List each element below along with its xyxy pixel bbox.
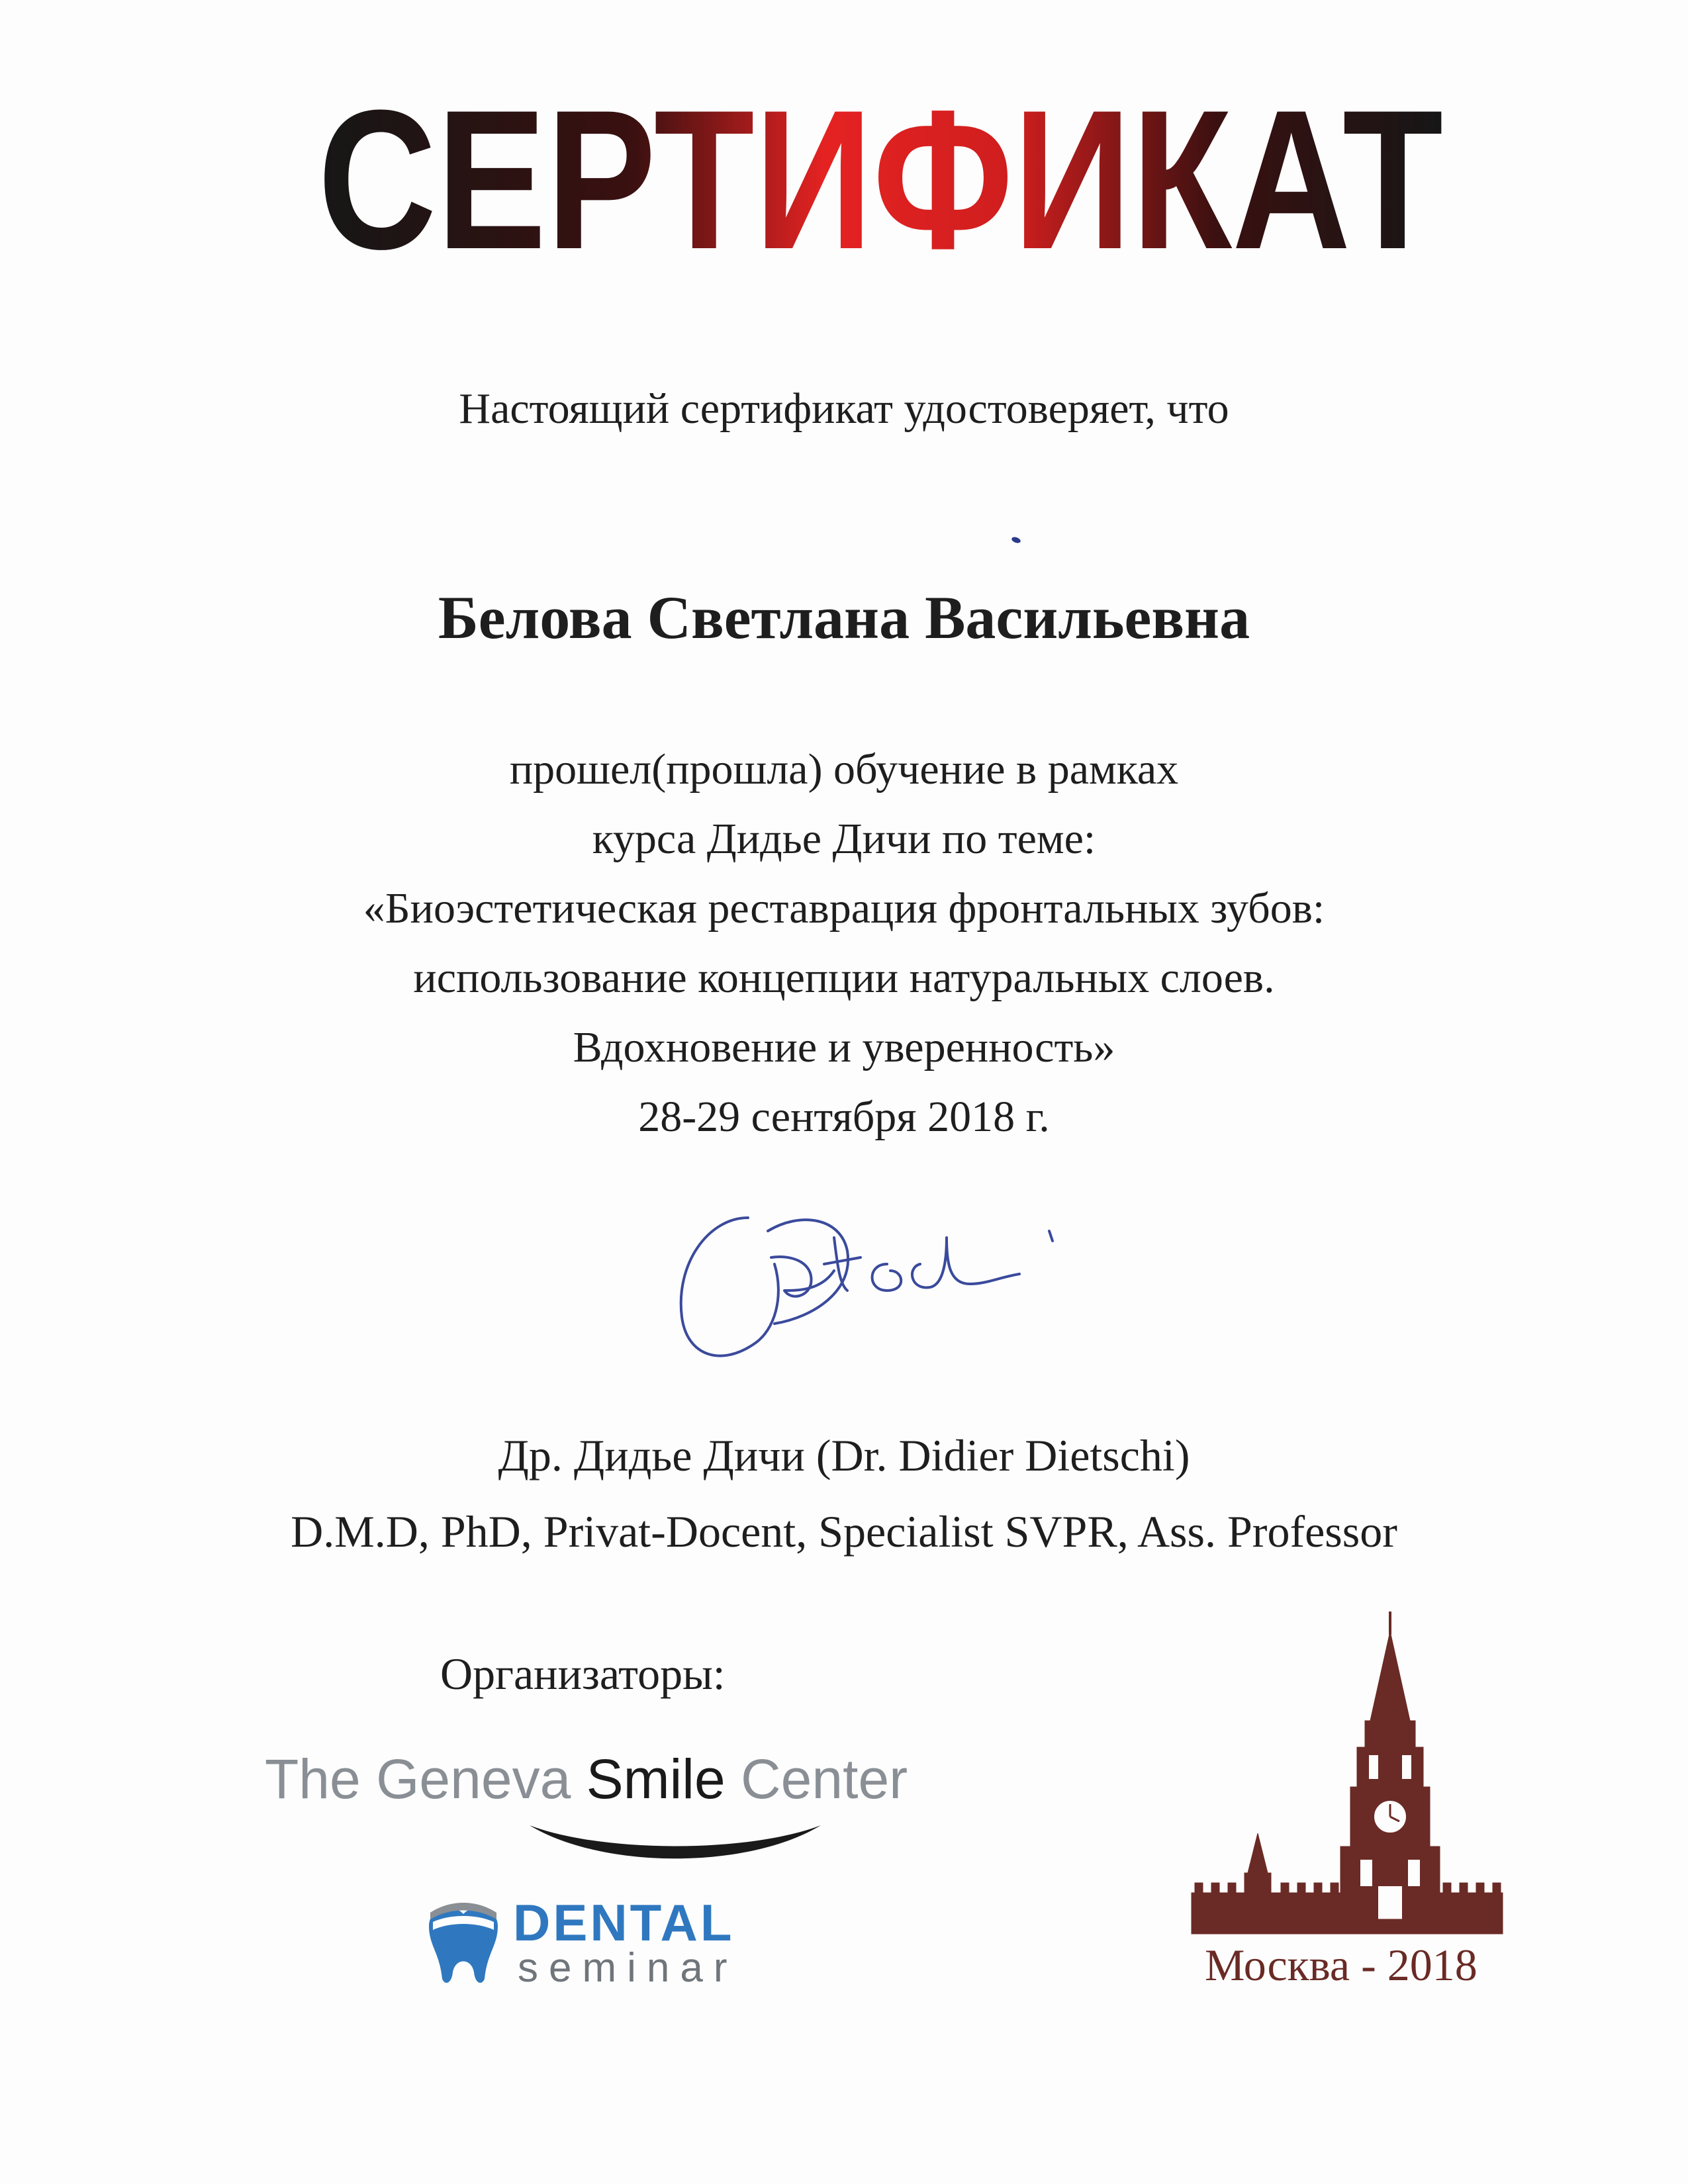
smile-curve-icon (523, 1813, 827, 1866)
seminar-logo-word: seminar (518, 1945, 738, 1991)
course-line: использование концепции натуральных слоев. (413, 954, 1275, 1002)
course-date: 28-29 сентября 2018 г. (638, 1093, 1050, 1141)
tooth-icon (424, 1899, 503, 1985)
course-line: прошел(прошла) обучение в рамках (509, 745, 1179, 794)
signer-name: Др. Дидье Дичи (Dr. Didier Dietschi) (498, 1430, 1190, 1480)
signature (669, 1191, 1092, 1390)
geneva-logo-part: The Geneva (265, 1748, 586, 1810)
kremlin-tower-icon (1192, 1608, 1503, 1946)
course-description (0, 735, 1688, 1152)
dental-logo-word: DENTAL (513, 1893, 735, 1952)
geneva-logo-part: Center (725, 1748, 908, 1810)
geneva-logo-text (265, 1747, 908, 1811)
course-line: курса Дидье Дичи по теме: (592, 815, 1096, 863)
course-line: «Биоэстетическая реставрация фронтальных зубов: (363, 884, 1325, 933)
ink-dot (1011, 536, 1021, 544)
recipient-name: Белова Светлана Васильевна (438, 584, 1250, 651)
organizers-label: Организаторы: (440, 1649, 726, 1699)
certificate-title-text: СЕРТИФИКАТ (318, 68, 1443, 291)
geneva-logo-smile: Smile (586, 1748, 726, 1810)
certificate-title (311, 68, 1450, 291)
geneva-smile-center-logo (265, 1747, 927, 1866)
signer-titles: D.M.D, PhD, Privat-Docent, Specialist SVPR, Ass. Professor (291, 1506, 1397, 1557)
city-year: Москва - 2018 (1205, 1940, 1477, 1990)
dental-seminar-logo (424, 1893, 794, 1999)
intro-text: Настоящий сертификат удостоверяет, что (459, 385, 1229, 433)
course-line: Вдохновение и уверенность» (573, 1023, 1115, 1071)
